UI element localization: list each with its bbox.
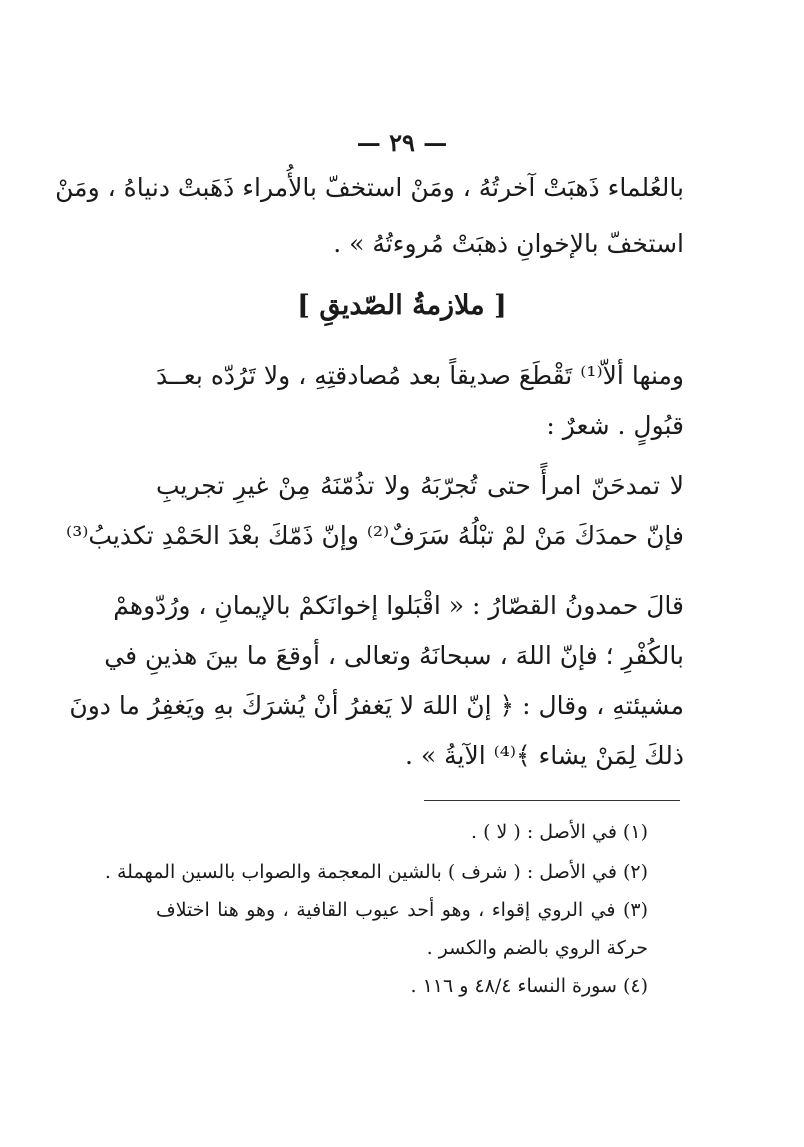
footnote-3: (٣) في الروي إقواء ، وهو أحد عيوب القافية ، وهو هنا اختلاف [156, 899, 648, 921]
page-number: — ٢٩ — [356, 128, 448, 157]
poem [66, 468, 684, 558]
footnote-4: (٤) سورة النساء ٤٨/٤ و ١١٦ . [410, 975, 648, 997]
paragraph-line: قالَ حمدونُ القصّارُ : « اقْبَلوا إخوانَكمْ بالإيمانِ ، ورُدّوهمْ [113, 591, 684, 620]
paragraph-3 [69, 588, 684, 788]
paragraph-line: مشيئتهِ ، وقال : ﴿ إنّ اللهَ لا يَغفرُ أنْ يُشرَكَ بهِ ويَغفِرُ ما دونَ [69, 691, 684, 720]
footnote-divider [424, 800, 680, 801]
footnote-2: (٢) في الأصل : ( شرف ) بالشين المعجمة والصواب بالسين المهملة . [104, 861, 648, 883]
paragraph-line: ذلكَ لِمَنْ يشاء ﴾⁽⁴⁾ الآيةُ » . [404, 741, 684, 770]
paragraph-1 [55, 170, 684, 260]
footnote-1: (١) في الأصل : ( لا ) . [471, 821, 648, 843]
paragraph-line: بالعُلماء ذَهبَتْ آخرتُهُ ، ومَنْ استخفّ بالأُمراء ذَهَبتْ دنياهُ ، ومَنْ [55, 173, 684, 202]
paragraph-line: استخفّ بالإخوانِ ذهبَتْ مُروءتُهُ » . [333, 229, 684, 258]
paragraph-line: قبُولٍ . شعرٌ : [546, 411, 684, 440]
footnote-3-continued: حركة الروي بالضم والكسر . [426, 937, 648, 959]
paragraph-2 [156, 358, 684, 448]
poem-verse: فإنّ حمدَكَ مَنْ لمْ تبْلُهُ سَرَفٌ⁽²⁾ وإنّ ذَمّكَ بعْدَ الحَمْدِ تكذيبُ⁽³⁾ [66, 521, 684, 550]
paragraph-line: بالكُفْرِ ؛ فإنّ اللهَ ، سبحانَهُ وتعالى ، أوقعَ ما بينَ هذينِ في [104, 641, 684, 670]
poem-verse: لا تمدحَنّ امرأً حتى تُجرّبَهُ ولا تذُمّنَهُ مِنْ غيرِ تجريبِ [156, 471, 684, 500]
section-heading: [ ملازمةُ الصّديقِ ] [297, 290, 507, 321]
paragraph-line: ومنها ألاّ⁽¹⁾ تَقْطَعَ صديقاً بعد مُصادقتِهِ ، ولا تَرُدّه بعــدَ [156, 361, 684, 390]
